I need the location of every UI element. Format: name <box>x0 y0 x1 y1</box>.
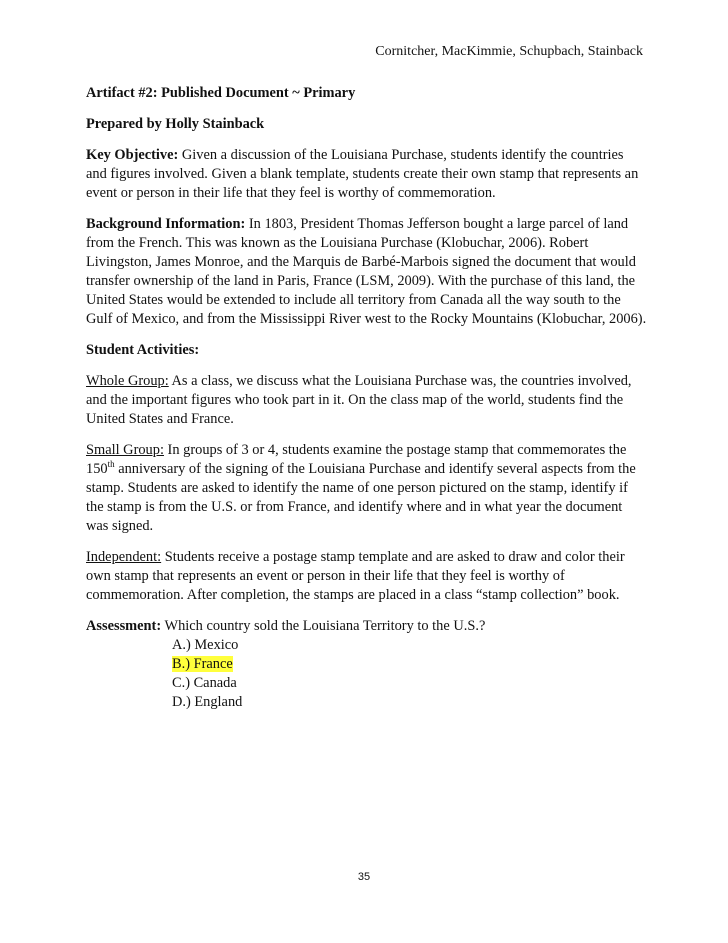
assessment-question: Which country sold the Louisiana Territory to the U.S.? <box>161 618 486 634</box>
small-group-label: Small Group: <box>86 442 164 458</box>
small-group-line: anniversary of the signing of the Louisiana Purchase and identify several aspects from the <box>114 461 636 477</box>
answer-choice-d: D.) England <box>172 694 243 710</box>
small-group-line: stamp. Students are asked to identify the name of one person pictured on the stamp, identify if <box>86 480 628 496</box>
assessment-section <box>86 617 648 712</box>
whole-group-label: Whole Group: <box>86 373 169 389</box>
whole-group-paragraph <box>86 372 648 429</box>
whole-group-line: As a class, we discuss what the Louisiana Purchase was, the countries involved, <box>168 373 632 389</box>
background-label: Background Information: <box>86 216 246 232</box>
independent-line: Students receive a postage stamp template and are asked to draw and color their <box>161 549 625 565</box>
independent-line: commemoration. After completion, the stamps are placed in a class “stamp collection” book. <box>86 587 620 603</box>
key-objective-line: Given a discussion of the Louisiana Purchase, students identify the countries <box>178 147 624 163</box>
independent-label: Independent: <box>86 549 162 565</box>
page-number: 35 <box>357 871 371 883</box>
whole-group-line: United States and France. <box>86 411 234 427</box>
answer-choice-b-highlighted: B.) France <box>172 656 233 672</box>
key-objective-paragraph <box>86 146 648 203</box>
background-line: transfer ownership of the land in Paris, France (LSM, 2009). With the purchase of this land, the <box>86 273 636 289</box>
small-group-line: In groups of 3 or 4, students examine the postage stamp that commemorates the <box>163 442 627 458</box>
background-line: In 1803, President Thomas Jefferson bought a large parcel of land <box>245 216 629 232</box>
small-group-line: the stamp is from the U.S. or from France, and identify where and in what year the document <box>86 499 623 515</box>
assessment-label: Assessment: <box>86 618 162 634</box>
answer-choice-a: A.) Mexico <box>172 637 239 653</box>
background-paragraph <box>86 215 648 329</box>
answer-choice-c: C.) Canada <box>172 675 237 691</box>
artifact-title: Artifact #2: Published Document ~ Primary <box>86 85 356 101</box>
answer-choices <box>172 636 648 712</box>
ordinal-suffix: th <box>107 459 115 470</box>
independent-paragraph <box>86 548 648 605</box>
key-objective-line: event or person in their life that they feel is worthy of commemoration. <box>86 185 496 201</box>
background-line: from the French. This was known as the Louisiana Purchase (Klobuchar, 2006). Robert <box>86 235 589 251</box>
document-body <box>86 84 648 724</box>
background-line: Gulf of Mexico, and from the Mississippi River west to the Rocky Mountains (Klobuchar, 2006). <box>86 311 647 327</box>
whole-group-line: and the important figures who took part in it. On the class map of the world, students find the <box>86 392 624 408</box>
small-group-line: was signed. <box>86 518 154 534</box>
independent-line: own stamp that represents an event or person in their life that they feel is worthy of <box>86 568 565 584</box>
key-objective-label: Key Objective: <box>86 147 179 163</box>
running-header: Cornitcher, MacKimmie, Schupbach, Stainback <box>375 44 643 59</box>
ordinal-number: 150 <box>86 461 108 477</box>
background-line: United States would be extended to include all territory from Canada all the way south to the <box>86 292 621 308</box>
key-objective-line: and figures involved. Given a blank template, students create their own stamp that represents an <box>86 166 639 182</box>
prepared-by: Prepared by Holly Stainback <box>86 116 265 132</box>
background-line: Livingston, James Monroe, and the Marquis de Barbé-Marbois signed the document that would <box>86 254 636 270</box>
small-group-paragraph <box>86 441 648 536</box>
student-activities-heading: Student Activities: <box>86 342 200 358</box>
